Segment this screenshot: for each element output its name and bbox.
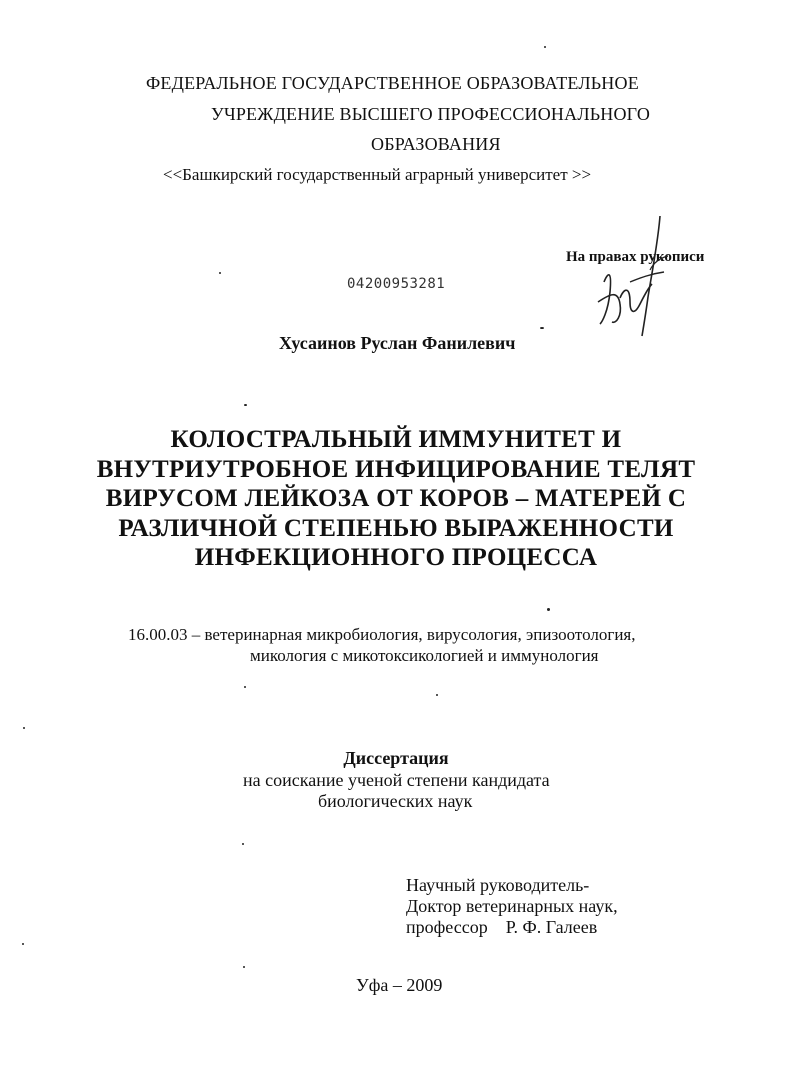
- science-field-line: биологических наук: [318, 791, 473, 811]
- scan-speck: [540, 327, 544, 329]
- title-line: РАЗЛИЧНОЙ СТЕПЕНЬЮ ВЫРАЖЕННОСТИ: [118, 514, 674, 542]
- scan-speck: [22, 943, 24, 945]
- scan-speck: [219, 272, 221, 274]
- supervisor-role: Научный руководитель-: [406, 875, 590, 895]
- title-line: ИНФЕКЦИОННОГО ПРОЦЕССА: [194, 544, 598, 571]
- author-name: Хусаинов Руслан Фанилевич: [279, 333, 516, 353]
- scan-speck: [436, 694, 438, 696]
- scan-speck: [244, 404, 247, 406]
- supervisor-name: профессор Р. Ф. Галеев: [406, 917, 598, 937]
- handwritten-signature-icon: [590, 212, 680, 342]
- catalog-number: 04200953281: [347, 276, 446, 292]
- manuscript-rights-note: На правах рукописи: [566, 249, 705, 265]
- university-name: <<Башкирский государственный аграрный университет >>: [163, 165, 592, 184]
- scan-speck: [243, 966, 245, 968]
- scan-speck: [23, 727, 25, 729]
- supervisor-degree: Доктор ветеринарных наук,: [406, 896, 618, 916]
- scan-speck: [547, 608, 550, 611]
- institution-line-3: ОБРАЗОВАНИЯ: [371, 134, 501, 154]
- title-line: КОЛОСТРАЛЬНЫЙ ИММУНИТЕТ И: [170, 426, 622, 453]
- degree-line: на соискание ученой степени кандидата: [243, 770, 550, 790]
- scan-speck: [544, 46, 546, 48]
- scan-speck: [242, 843, 244, 845]
- dissertation-title: [80, 425, 712, 573]
- city-year: Уфа – 2009: [356, 975, 443, 995]
- institution-line-1: ФЕДЕРАЛЬНОЕ ГОСУДАРСТВЕННОЕ ОБРАЗОВАТЕЛЬНОЕ: [146, 73, 639, 93]
- scan-speck: [244, 686, 246, 688]
- title-line: ВНУТРИУТРОБНОЕ ИНФИЦИРОВАНИЕ ТЕЛЯТ: [96, 455, 696, 483]
- institution-line-2: УЧРЕЖДЕНИЕ ВЫСШЕГО ПРОФЕССИОНАЛЬНОГО: [211, 104, 651, 124]
- specialty-line-2: микология с микотоксикологией и иммунология: [250, 646, 599, 665]
- dissertation-heading: Диссертация: [343, 748, 449, 768]
- title-line: ВИРУСОМ ЛЕЙКОЗА ОТ КОРОВ – МАТЕРЕЙ С: [105, 485, 687, 512]
- specialty-line-1: 16.00.03 – ветеринарная микробиология, вирусология, эпизоотология,: [128, 625, 636, 644]
